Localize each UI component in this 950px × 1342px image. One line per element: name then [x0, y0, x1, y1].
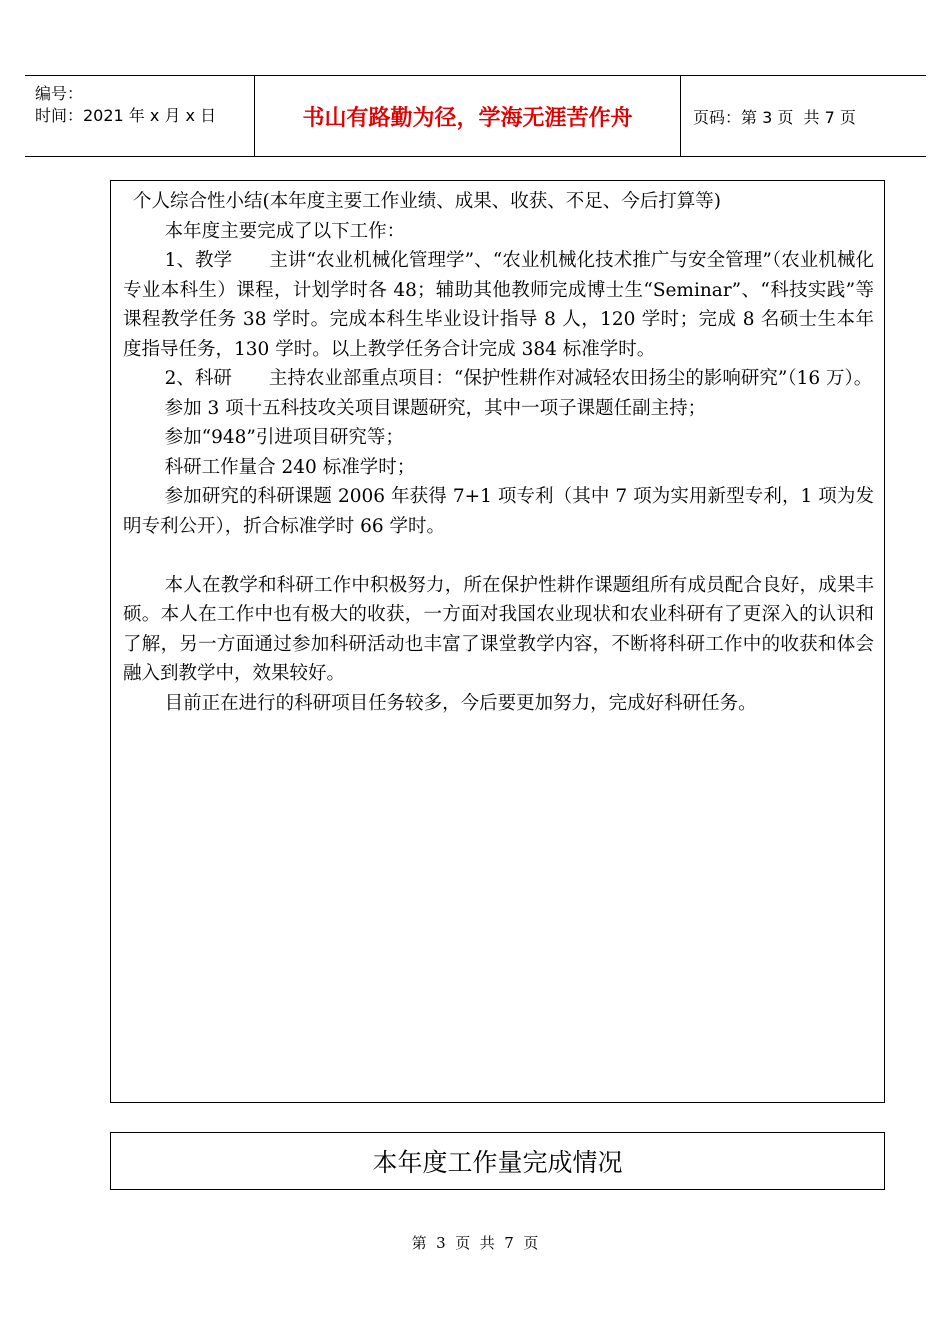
summary-paragraph-teaching: 1、教学 主讲“农业机械化管理学”、“农业机械化技术推广与安全管理”（农业机械化专业本科生）课程，计划学时各 48；辅助其他教师完成博士生“Seminar”、“科技实践”等课程教学任务 38 学时。完成本科生毕业设计指导 8 人，120 学时；完成 8 名硕士生本年度指导任务，130 学时。以上教学任务合计完成 384 标准学时。 [123, 250, 874, 360]
header-page-text: 页码：第 3 页 共 7 页 [693, 107, 856, 127]
page-footer: 第 3 页 共 7 页 [411, 1234, 539, 1252]
summary-paragraph-research: 2、科研 主持农业部重点项目：“保护性耕作对减轻农田扬尘的影响研究”（16 万）。 [164, 368, 873, 389]
paragraph-spacer [123, 541, 874, 571]
summary-paragraph: 参加研究的科研课题 2006 年获得 7+1 项专利（其中 7 项为实用新型专利，1 项为发明专利公开），折合标准学时 66 学时。 [123, 486, 874, 537]
page-header [25, 75, 926, 157]
document-number-label: 编号： [35, 84, 84, 103]
summary-paragraph-plans: 目前正在进行的科研项目任务较多，今后要更加努力，完成好科研任务。 [164, 692, 757, 714]
document-time: 时间：2021 年 x 月 x 日 [35, 106, 217, 125]
summary-paragraph-reflection: 本人在教学和科研工作中积极努力，所在保护性耕作课题组所有成员配合良好，成果丰硕。本人在工作中也有极大的收获，一方面对我国农业现状和农业科研有了更深入的认识和了解，另一方面通过参加科研活动也丰富了课堂教学内容，不断将科研工作中的收获和体会融入到教学中，效果较好。 [123, 574, 874, 684]
personal-summary-box [110, 180, 885, 1103]
workload-section-title: 本年度工作量完成情况 [110, 1132, 885, 1190]
summary-paragraph: 参加 3 项十五科技攻关项目课题研究，其中一项子课题任副主持； [164, 397, 707, 419]
summary-paragraph: 科研工作量合 240 标准学时； [164, 456, 416, 478]
summary-paragraph: 本年度主要完成了以下工作： [164, 220, 406, 242]
summary-paragraph: 参加“948”引进项目研究等； [164, 427, 404, 448]
header-motto: 书山有路勤为径，学海无涯苦作舟 [255, 76, 681, 156]
summary-title: 个人综合性小结(本年度主要工作业绩、成果、收获、不足、今后打算等) [133, 191, 721, 212]
header-meta [25, 76, 255, 156]
header-page-info [681, 76, 926, 156]
